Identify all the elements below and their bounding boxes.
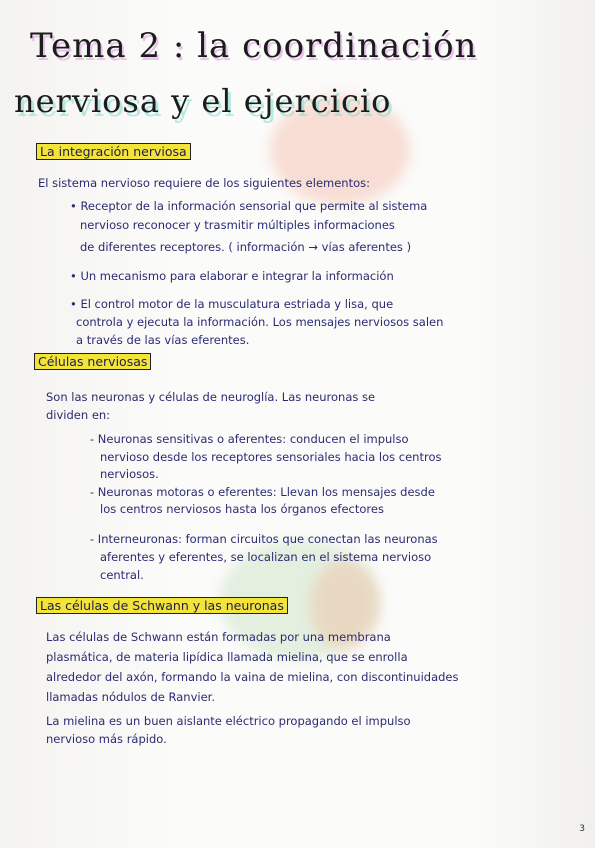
section2-item2-line2: los centros nerviosos hasta los órganos efectores [100,502,384,516]
page-title-line-1: Tema 2 : la coordinación [30,26,478,66]
section2-item3-line1: - Interneuronas: forman circuitos que conectan las neuronas [90,532,438,546]
section2-item3-line2: aferentes y eferentes, se localizan en el sistema nervioso [100,550,432,564]
section2-item3-line3: central. [100,568,144,582]
section1-bullet3-line1: • El control motor de la musculatura estriada y lisa, que [70,297,394,311]
section3-para1-line2: plasmática, de materia lipídica llamada mielina, que se enrolla [46,650,408,664]
section1-bullet1-line1: • Receptor de la información sensorial que permite al sistema [70,199,428,213]
section2-item1-line3: nerviosos. [100,467,159,481]
section2-item1-line2: nervioso desde los receptores sensoriales hacia los centros [100,450,442,464]
section3-para1-line3: alrededor del axón, formando la vaina de mielina, con discontinuidades [46,670,459,684]
page-title-line-2: nerviosa y el ejercicio [14,82,392,120]
section1-bullet3-line3: a través de las vías eferentes. [76,333,250,347]
section1-bullet1-line2: nervioso reconocer y trasmitir múltiples informaciones [80,218,395,232]
section-heading-integracion: La integración nerviosa [36,143,191,160]
section1-bullet1-line3: de diferentes receptores. ( información → vías aferentes ) [80,240,412,254]
section1-intro: El sistema nervioso requiere de los siguientes elementos: [38,176,371,190]
section1-bullet3-line2: controla y ejecuta la información. Los mensajes nerviosos salen [76,315,444,329]
section3-para2-line2: nervioso más rápido. [46,732,167,746]
section2-item1-line1: - Neuronas sensitivas o aferentes: conducen el impulso [90,432,409,446]
section2-item2-line1: - Neuronas motoras o eferentes: Llevan los mensajes desde [90,485,435,499]
section3-para1-line4: llamadas nódulos de Ranvier. [46,690,215,704]
section-heading-celulas: Células nerviosas [34,353,151,370]
section3-para1-line1: Las células de Schwann están formadas por una membrana [46,630,391,644]
section-heading-schwann: Las células de Schwann y las neuronas [36,597,288,614]
section2-intro-line2: dividen en: [46,408,111,422]
section2-intro-line1: Son las neuronas y células de neuroglía. Las neuronas se [46,390,376,404]
page-number: 3 [579,824,585,834]
section1-bullet2: • Un mecanismo para elaborar e integrar la información [70,269,394,283]
section3-para2-line1: La mielina es un buen aislante eléctrico propagando el impulso [46,714,411,728]
